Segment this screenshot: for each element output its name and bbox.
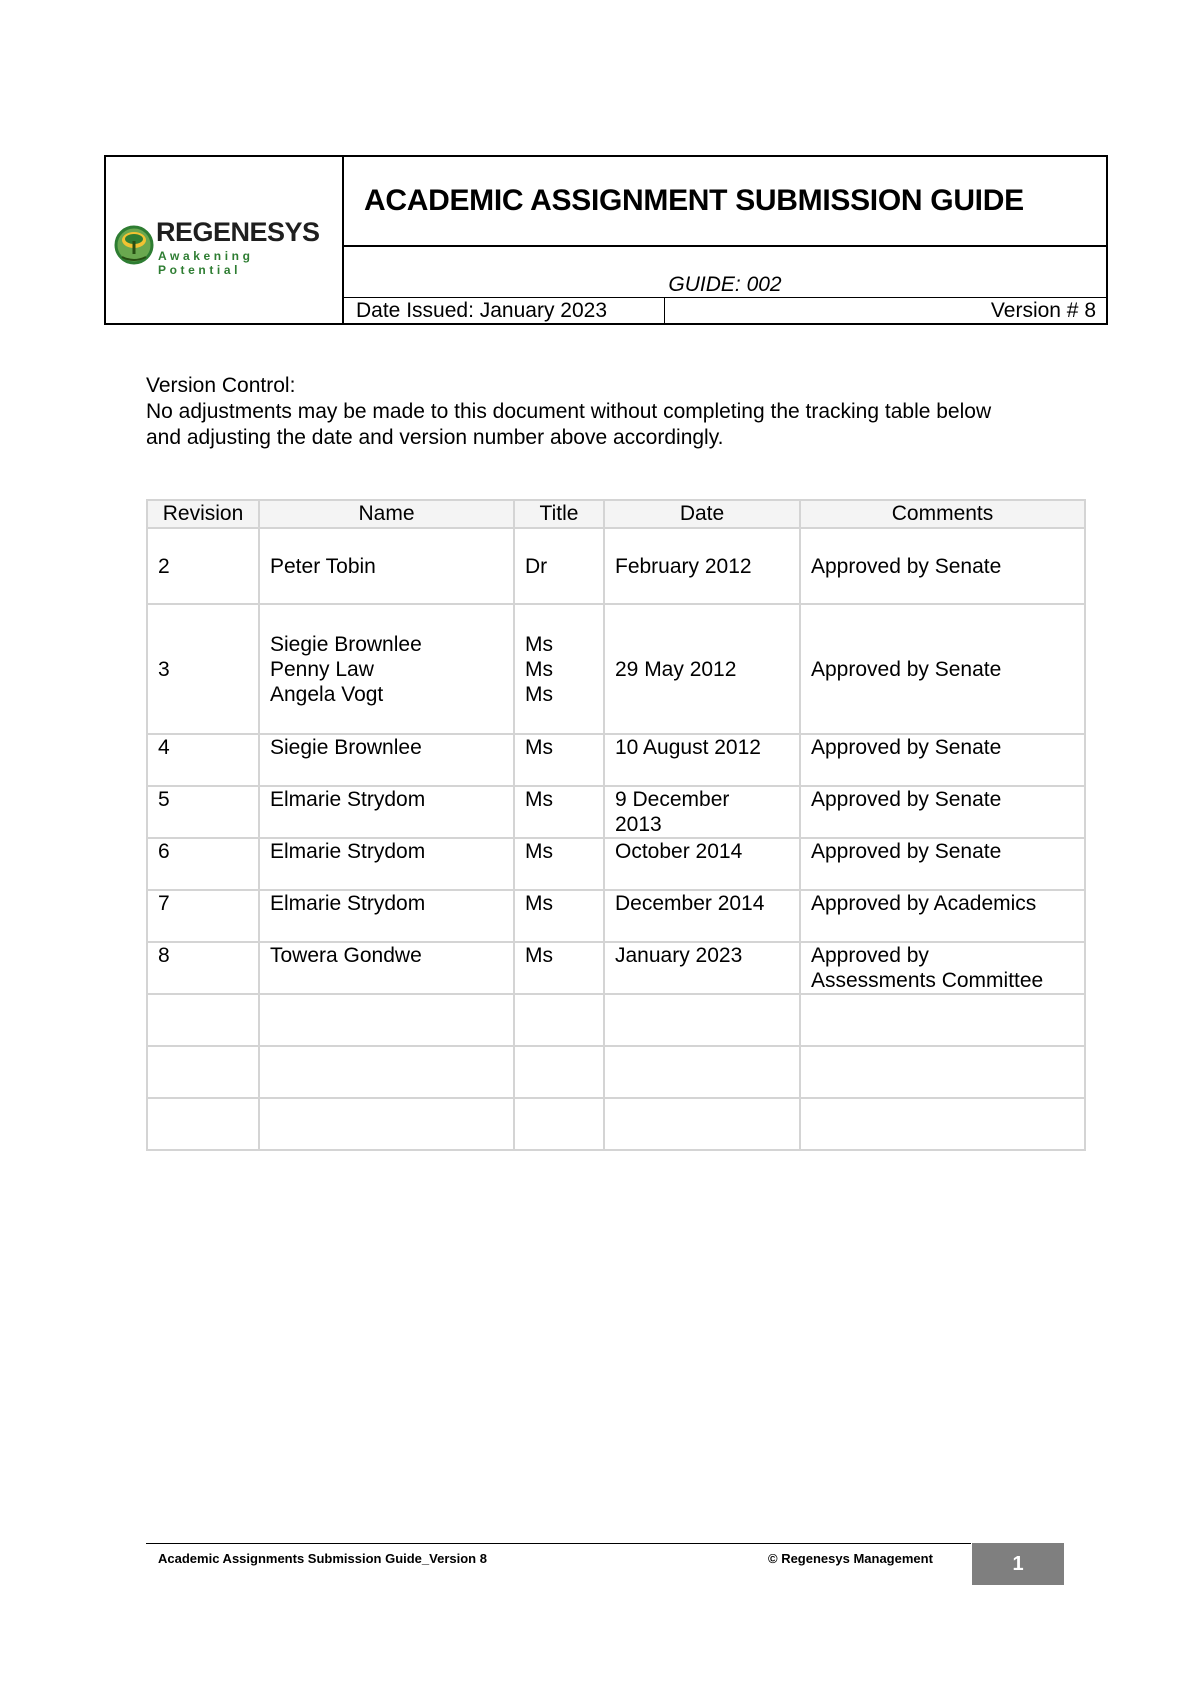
regenesys-logo (114, 217, 338, 277)
cell-comments: Approved by Senate (800, 734, 1085, 786)
version-control-intro (146, 373, 1066, 451)
intro-heading: Version Control: (146, 374, 296, 397)
cell-revision: 7 (147, 890, 259, 942)
tree-emblem-icon (114, 219, 154, 269)
cell-name: Elmarie Strydom (259, 838, 514, 890)
revision-table (146, 499, 1086, 1151)
cell-revision: 8 (147, 942, 259, 994)
header-revision: Revision (147, 500, 259, 528)
cell-comments: Approved by Senate (800, 528, 1085, 604)
intro-line-2: and adjusting the date and version number above accordingly. (146, 426, 724, 449)
guide-code-cell (344, 247, 1106, 298)
table-row (147, 838, 1085, 890)
cell-comments: Approved by Senate (800, 786, 1085, 838)
cell-empty (604, 1098, 800, 1150)
cell-date: 29 May 2012 (604, 604, 800, 734)
table-row-empty (147, 1046, 1085, 1098)
cell-revision: 3 (147, 604, 259, 734)
logo-cell (106, 157, 344, 323)
table-row-empty (147, 994, 1085, 1046)
table-row (147, 604, 1085, 734)
cell-name: Siegie Brownlee (259, 734, 514, 786)
intro-line-1: No adjustments may be made to this document without completing the tracking table below (146, 400, 992, 423)
cell-name: Towera Gondwe (259, 942, 514, 994)
cell-empty (147, 1046, 259, 1098)
document-header (104, 155, 1108, 325)
cell-name: Siegie Brownlee Penny Law Angela Vogt (259, 604, 514, 734)
cell-date: February 2012 (604, 528, 800, 604)
header-date: Date (604, 500, 800, 528)
page-number: 1 (972, 1543, 1064, 1585)
cell-empty (147, 994, 259, 1046)
cell-title: Ms (514, 890, 604, 942)
cell-empty (147, 1098, 259, 1150)
cell-title: Ms Ms Ms (514, 604, 604, 734)
cell-revision: 5 (147, 786, 259, 838)
cell-revision: 2 (147, 528, 259, 604)
cell-revision: 4 (147, 734, 259, 786)
cell-comments: Approved by Senate (800, 604, 1085, 734)
logo-tagline: Awakening Potential (158, 249, 254, 277)
table-row (147, 890, 1085, 942)
date-issued-cell (344, 298, 665, 323)
cell-empty (259, 1098, 514, 1150)
cell-date: 10 August 2012 (604, 734, 800, 786)
cell-empty (514, 1046, 604, 1098)
cell-empty (514, 994, 604, 1046)
footer-divider (146, 1543, 971, 1544)
title-cell (344, 157, 1106, 247)
cell-empty (514, 1098, 604, 1150)
cell-name: Elmarie Strydom (259, 786, 514, 838)
footer-document-name: Academic Assignments Submission Guide_Version 8 (158, 1551, 487, 1566)
table-row (147, 942, 1085, 994)
table-row (147, 734, 1085, 786)
cell-name: Peter Tobin (259, 528, 514, 604)
cell-title: Ms (514, 838, 604, 890)
cell-empty (800, 1046, 1085, 1098)
cell-title: Dr (514, 528, 604, 604)
table-header-row (147, 500, 1085, 528)
cell-comments: Approved by Assessments Committee (800, 942, 1085, 994)
cell-date: 9 December 2013 (604, 786, 800, 838)
cell-title: Ms (514, 942, 604, 994)
version-number: Version # 8 (990, 299, 1096, 322)
cell-comments: Approved by Senate (800, 838, 1085, 890)
cell-name: Elmarie Strydom (259, 890, 514, 942)
guide-code: GUIDE: 002 (668, 273, 782, 296)
cell-date: January 2023 (604, 942, 800, 994)
footer-copyright: © Regenesys Management (768, 1551, 933, 1566)
logo-wordmark: REGENESYS (156, 217, 320, 247)
cell-empty (800, 994, 1085, 1046)
header-name: Name (259, 500, 514, 528)
cell-date: October 2014 (604, 838, 800, 890)
cell-date: December 2014 (604, 890, 800, 942)
table-row (147, 786, 1085, 838)
header-title: Title (514, 500, 604, 528)
document-title: ACADEMIC ASSIGNMENT SUBMISSION GUIDE (364, 184, 1024, 217)
cell-comments: Approved by Academics (800, 890, 1085, 942)
version-cell (665, 298, 1106, 323)
header-comments: Comments (800, 500, 1085, 528)
cell-empty (604, 994, 800, 1046)
cell-empty (800, 1098, 1085, 1150)
table-row-empty (147, 1098, 1085, 1150)
cell-empty (259, 1046, 514, 1098)
cell-title: Ms (514, 734, 604, 786)
date-issued: Date Issued: January 2023 (356, 299, 607, 322)
cell-empty (259, 994, 514, 1046)
cell-empty (604, 1046, 800, 1098)
cell-revision: 6 (147, 838, 259, 890)
cell-title: Ms (514, 786, 604, 838)
table-row (147, 528, 1085, 604)
